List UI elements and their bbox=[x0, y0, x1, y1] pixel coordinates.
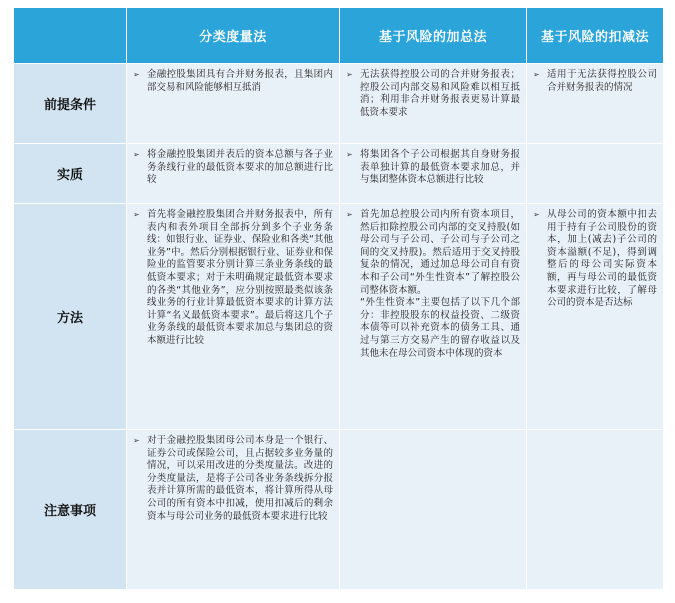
arrow-bullet-icon: ➢ bbox=[346, 70, 353, 79]
cell-text: 无法获得控股公司的合并财务报表；控股公司内部交易和风险难以相互抵消；利用非合并财务报表更易计算最低资本要求 bbox=[360, 69, 520, 118]
bullet-item bbox=[344, 209, 520, 360]
cell-method-deduction bbox=[527, 204, 664, 430]
header-corner bbox=[14, 8, 127, 64]
bullet-item bbox=[344, 69, 520, 119]
arrow-bullet-icon: ➢ bbox=[133, 436, 140, 445]
table-row bbox=[14, 144, 664, 204]
cell-text: 适用于无法获得控股公司合并财务报表的情况 bbox=[547, 69, 657, 93]
cell-method-aggregation bbox=[340, 204, 527, 430]
header-category-method: 分类度量法 bbox=[127, 8, 340, 64]
table-row bbox=[14, 204, 664, 430]
table-row bbox=[14, 430, 664, 590]
arrow-bullet-icon: ➢ bbox=[346, 210, 353, 219]
arrow-bullet-icon: ➢ bbox=[533, 210, 540, 219]
bullet-item bbox=[131, 149, 333, 187]
row-header-notes: 注意事项 bbox=[14, 430, 127, 590]
bullet-item bbox=[531, 209, 657, 310]
cell-text: 金融控股集团具有合并财务报表，且集团内部交易和风险能够相互抵消 bbox=[147, 69, 333, 93]
table-row bbox=[14, 64, 664, 144]
cell-preconditions-category bbox=[127, 64, 340, 144]
cell-text: “外生性资本”主要包括了以下几个部分：非控股股东的权益投资、二级资本债等可以补充资本的债务工具、通过与第三方交易产生的留存收益以及其他未在母公司资本中体现的资本 bbox=[360, 297, 520, 359]
arrow-bullet-icon: ➢ bbox=[533, 70, 540, 79]
cell-text: 对于金融控股集团母公司本身是一个银行、证券公司或保险公司，且占据较多业务量的情况，可以采用改进的分类度量法。改进的分类度量法，是将子公司各业务条线拆分报表并计算所需的最低资本，将计算所得从母公司的所有资本中扣减，使用扣减后的剩余资本与母公司业务的最低资本要求进行比较 bbox=[147, 435, 333, 522]
row-header-preconditions: 前提条件 bbox=[14, 64, 127, 144]
cell-essence-category bbox=[127, 144, 340, 204]
bullet-item bbox=[531, 69, 657, 94]
bullet-item bbox=[344, 149, 520, 187]
arrow-bullet-icon: ➢ bbox=[133, 210, 140, 219]
cell-text: 首先加总控股公司内所有资本项目，然后扣除控股公司内部的交叉持股(如母公司与子公司、子公司与子公司之间的交叉持股)。然后适用于交叉持股复杂的情况，通过加总母公司自有资本和子公司“外生性资本”了解控股公司整体资本额。 bbox=[360, 209, 520, 296]
row-header-method: 方法 bbox=[14, 204, 127, 430]
arrow-bullet-icon: ➢ bbox=[133, 150, 140, 159]
bullet-item bbox=[131, 209, 333, 348]
header-risk-aggregation-method: 基于风险的加总法 bbox=[340, 8, 527, 64]
cell-preconditions-deduction bbox=[527, 64, 664, 144]
cell-text: 首先将金融控股集团合并财务报表中，所有表内和表外项目全部拆分到多个子业务条线：如银行业、证券业、保险业和各类“其他业务”中。然后分别根据银行业、证券业和保险业的监管要求分别计算三条业务条线的最低资本要求；对于未明确规定最低资本要求的各类“其他业务”，应分别按照最类似该条线业务的行业计算最低资本要求的计算方法计算“名义最低资本要求”。最后将这几个子业务条线的最低资本要求加总与集团总的资本额进行比较 bbox=[147, 209, 333, 346]
arrow-bullet-icon: ➢ bbox=[133, 70, 140, 79]
cell-notes-aggregation bbox=[340, 430, 527, 590]
header-row bbox=[14, 8, 664, 64]
cell-essence-aggregation bbox=[340, 144, 527, 204]
header-risk-deduction-method: 基于风险的扣减法 bbox=[527, 8, 664, 64]
bullet-item bbox=[131, 69, 333, 94]
cell-essence-deduction bbox=[527, 144, 664, 204]
cell-text: 将金融控股集团并表后的资本总额与各子业务条线行业的最低资本要求的加总额进行比较 bbox=[147, 149, 333, 186]
bullet-item bbox=[131, 435, 333, 523]
cell-notes-deduction bbox=[527, 430, 664, 590]
cell-preconditions-aggregation bbox=[340, 64, 527, 144]
cell-text: 从母公司的资本额中扣去用于持有子公司股份的资本，加上(减去)子公司的资本溢额(不足)，得到调整后的母公司实际资本额，再与母公司的最低资本要求进行比较，了解母公司的资本是否达标 bbox=[547, 209, 657, 309]
cell-text: 将集团各个子公司根据其自身财务报表单独计算的最低资本要求加总，并与集团整体资本总额进行比较 bbox=[360, 149, 520, 186]
comparison-table bbox=[14, 8, 664, 590]
cell-method-category bbox=[127, 204, 340, 430]
row-header-essence: 实质 bbox=[14, 144, 127, 204]
arrow-bullet-icon: ➢ bbox=[346, 150, 353, 159]
cell-notes-category bbox=[127, 430, 340, 590]
